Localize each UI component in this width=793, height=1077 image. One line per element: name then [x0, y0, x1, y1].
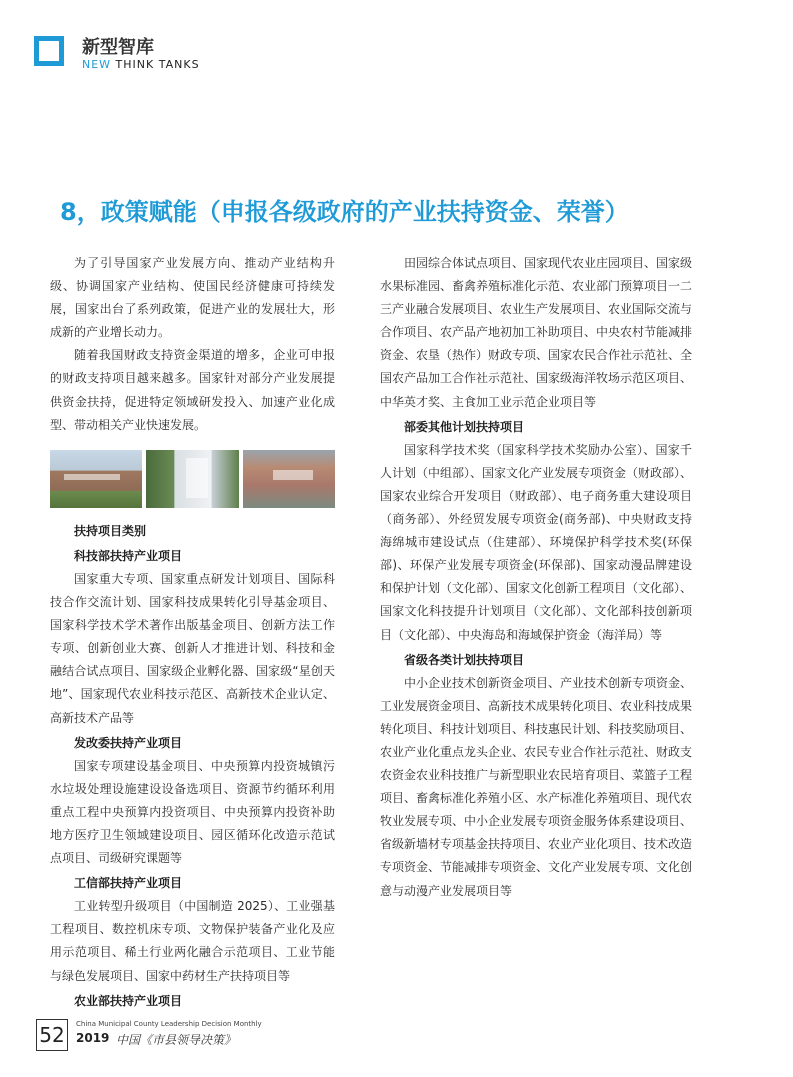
building-photo-2	[146, 450, 238, 508]
left-section-body: 国家专项建设基金项目、中央预算内投资城镇污水垃圾处理设施建设设备选项目、资源节约循环利用重点工程中央预算内投资项目、中央预算内投资补助地方医疗卫生领域建设项目、园区循环化改造示范试点项目、司级研究课题等	[50, 758, 335, 866]
right-section-heading: 部委其他计划扶持项目	[404, 419, 525, 434]
journal-name-en: China Municipal County Leadership Decision Monthly	[76, 1020, 262, 1028]
left-column	[50, 252, 335, 1013]
subtitle-rest: THINK TANKS	[111, 58, 200, 71]
column-title: 新型智库	[82, 37, 154, 58]
left-section-body: 工业转型升级项目（中国制造 2025）、工业强基工程项目、数控机床专项、文物保护装备产业化及应用示范项目、稀土行业两化融合示范项目、工业节能与绿色发展项目、国家中药材生产扶持项目等	[50, 899, 335, 983]
left-section-heading: 工信部扶持产业项目	[74, 876, 183, 891]
page-number: 52	[36, 1019, 68, 1051]
category-heading: 扶持项目类别	[74, 523, 147, 538]
subtitle-new: NEW	[82, 58, 112, 71]
left-section-body: 国家重大专项、国家重点研发计划项目、国际科技合作交流计划、国家科技成果转化引导基金项目、国家科学技术学术著作出版基金项目、创新方法工作专项、创新创业大赛、创新人才推进计划、科技和金融结合试点项目、国家级企业孵化器、国家级“星创天地”、国家现代农业科技示范区、高新技术企业认定、高新技术产品等	[50, 571, 335, 725]
intro-paragraph-1: 为了引导国家产业发展方向、推动产业结构升级、协调国家产业结构、使国民经济健康可持续发展，国家出台了系列政策，促进产业的发展壮大，形成新的产业增长动力。	[50, 256, 335, 340]
building-photo-3	[243, 450, 335, 508]
left-section-heading: 科技部扶持产业项目	[74, 548, 183, 563]
column-subtitle	[82, 58, 200, 71]
left-section-heading: 发改委扶持产业项目	[74, 735, 183, 750]
right-column	[380, 252, 692, 903]
right-section-body: 中小企业技术创新资金项目、产业技术创新专项资金、工业发展资金项目、高新技术成果转化项目、农业科技成果转化项目、科技计划项目、科技惠民计划、科技奖励项目、农业产业化重点龙头企业、农民专业合作社示范社、财政支农资金农业科技推广与新型职业农民培育项目、菜篮子工程项目、畜禽标准化养殖小区、水产标准化养殖项目、现代农牧业发展专项、中小企业发展专项资金服务体系建设项目、省级新墙材专项基金扶持项目、农业产业化项目、技术改造专项资金、节能减排专项资金、文化产业发展专项、文化创意与动漫产业发展项目等	[380, 675, 693, 898]
building-photo-1	[50, 450, 142, 508]
magazine-logo-square-icon	[34, 36, 64, 66]
issue-year: 2019	[76, 1031, 110, 1045]
right-section-body: 国家科学技术奖（国家科学技术奖励办公室）、国家千人计划（中组部）、国家文化产业发展专项资金（财政部）、国家农业综合开发项目（财政部）、电子商务重大建设项目（商务部）、外经贸发展专项资金(商务部)、中央财政支持海绵城市建设试点（住建部）、环境保护科学技术奖(环保部)、环保产业发展专项资金(环保部)、国家动漫品牌建设和保护计划（文化部）、国家文化创新工程项目（文化部）、国家文化科技提升计划项目（文化部）、文化部科技创新项目（文化部）、中央海岛和海域保护资金（海洋局）等	[380, 442, 693, 642]
section-title: 8，政策赋能（申报各级政府的产业扶持资金、荣誉）	[60, 198, 629, 226]
journal-name-cn: 中国《市县领导决策》	[116, 1033, 237, 1047]
continued-body: 田园综合体试点项目、国家现代农业庄园项目、国家级水果标准园、畜禽养殖标准化示范、农业部门预算项目一二三产业融合发展项目、农业生产发展项目、农业国际交流与合作项目、农产品产地初加工补助项目、中央农村节能减排资金、农垦（热作）财政专项、国家农民合作社示范社、全国农产品加工合作社示范社、国家级海洋牧场示范区项目、中华英才奖、主食加工业示范企业项目等	[380, 256, 693, 409]
intro-paragraph-2: 随着我国财政支持资金渠道的增多，企业可申报的财政支持项目越来越多。国家针对部分产业发展提供资金扶持，促进特定领域研发投入、加速产业化成型、带动相关产业快速发展。	[50, 348, 335, 432]
photo-strip	[50, 450, 335, 508]
right-section-heading: 省级各类计划扶持项目	[404, 652, 525, 667]
left-section-heading: 农业部扶持产业项目	[74, 993, 183, 1008]
